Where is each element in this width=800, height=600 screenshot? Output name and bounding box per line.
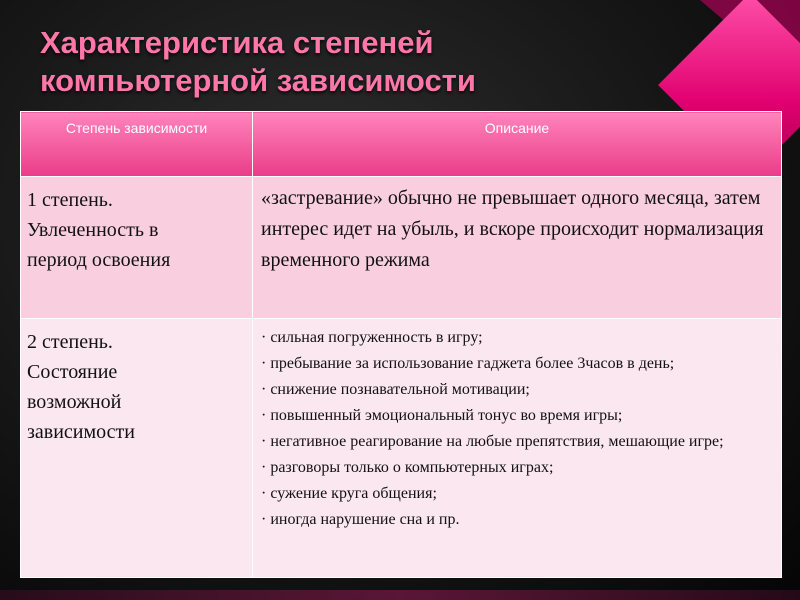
slide-title-line-1: Характеристика степеней — [40, 25, 434, 60]
list-item: · сильная погруженность в игру; — [261, 329, 483, 346]
degree-line: 1 степень. — [27, 189, 113, 211]
list-item: · иногда нарушение сна и пр. — [261, 511, 460, 528]
decorative-bottom-stripe — [0, 590, 800, 600]
slide-title-line-2: компьютерной зависимости — [40, 63, 476, 98]
degree-cell — [21, 177, 253, 319]
description-cell — [253, 319, 782, 578]
list-item: · негативное реагирование на любые препятствия, мешающие игре; — [261, 433, 724, 450]
table-header-row — [21, 112, 782, 177]
dependency-table — [20, 111, 782, 578]
table-row — [21, 177, 782, 319]
list-item: · разговоры только о компьютерных играх; — [261, 459, 554, 476]
degree-line: зависимости — [27, 421, 135, 443]
degree-line: период освоения — [27, 249, 171, 271]
symptom-list — [261, 325, 773, 533]
degree-line: 2 степень. — [27, 331, 113, 353]
list-item: · пребывание за использование гаджета более 3часов в день; — [261, 355, 675, 372]
degree-line: Увлеченность в — [27, 219, 159, 241]
header-description: Описание — [253, 112, 782, 177]
list-item: · сужение круга общения; — [261, 485, 437, 502]
list-item: · снижение познавательной мотивации; — [261, 381, 530, 398]
slide-title — [40, 24, 680, 100]
degree-line: возможной — [27, 391, 122, 413]
degree-line: Состояние — [27, 361, 118, 383]
header-degree: Степень зависимости — [21, 112, 253, 177]
table-row — [21, 319, 782, 578]
description-cell: «застревание» обычно не превышает одного месяца, затем интерес идет на убыль, и вскоре происходит нормализация временного режима — [253, 177, 782, 319]
degree-cell — [21, 319, 253, 578]
list-item: · повышенный эмоциональный тонус во время игры; — [261, 407, 623, 424]
